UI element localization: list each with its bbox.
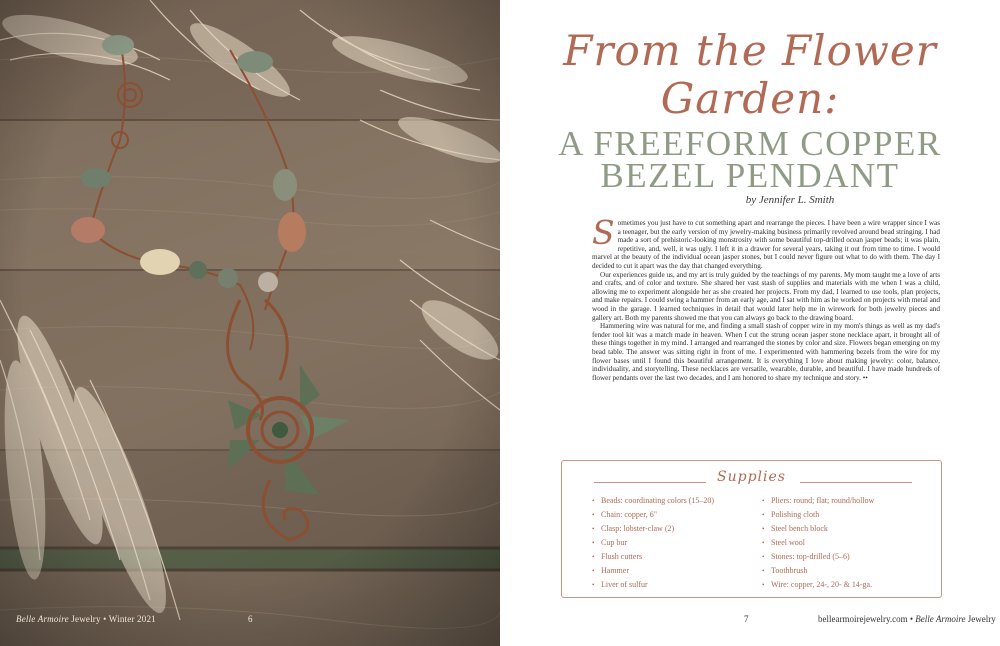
supply-item [762, 536, 937, 550]
drop-cap: S [592, 213, 615, 252]
supply-label: Clasp: lobster-claw (2) [601, 524, 675, 533]
bullet-icon: • [762, 539, 765, 547]
supply-item [762, 494, 937, 508]
supply-item [762, 508, 937, 522]
bullet-icon: • [762, 525, 765, 533]
bullet-icon: • [592, 567, 595, 575]
supply-label: Chain: copper, 6" [601, 510, 658, 519]
supplies-rule-right [800, 482, 912, 483]
left-footer [16, 614, 156, 624]
bullet-icon: • [592, 525, 595, 533]
supply-item [592, 508, 752, 522]
magazine-label: Jewelry [965, 614, 996, 624]
supply-label: Liver of sulfur [601, 580, 648, 589]
supply-item [592, 522, 752, 536]
website-url: bellearmoirejewelry.com [818, 614, 908, 624]
footer-separator: • [907, 614, 916, 624]
magazine-brand: Belle Armoire [915, 614, 966, 624]
supply-label: Cup bur [601, 538, 627, 547]
page-number-right: 7 [744, 614, 749, 624]
right-footer [818, 614, 996, 624]
footer-separator: • [100, 614, 109, 624]
supply-label: Polishing cloth [771, 510, 820, 519]
supplies-box [561, 460, 942, 598]
bullet-icon: • [592, 553, 595, 561]
paragraph-1 [592, 213, 940, 271]
bullet-icon: • [762, 497, 765, 505]
bullet-icon: • [762, 567, 765, 575]
title-script-line2: Garden: [660, 74, 840, 123]
supply-item [592, 494, 752, 508]
supply-label: Stones: top-drilled (5–6) [771, 552, 850, 561]
supply-item [762, 564, 937, 578]
supply-label: Beads: coordinating colors (15–20) [601, 496, 715, 505]
supply-item [762, 550, 937, 564]
article-page [500, 0, 1000, 646]
title-caps-line1: A FREEFORM COPPER [558, 124, 942, 163]
supply-label: Flush cutters [601, 552, 643, 561]
page-number-left: 6 [248, 614, 253, 624]
bullet-icon: • [762, 511, 765, 519]
bullet-icon: • [762, 581, 765, 589]
supply-label: Pliers: round; flat; round/hollow [771, 496, 875, 505]
supply-item [592, 564, 752, 578]
byline: by Jennifer L. Smith [745, 194, 835, 206]
supply-label: Steel bench block [771, 524, 828, 533]
paragraph-1-text: ometimes you just have to cut something apart and rearrange the pieces. I have been a wire wrapper since I was a teenager, but the early version of my jewelry-making business primarily revolved around bead stringing. I had made a sort of prehistoric-looking monstrosity with some beautiful top-drilled ocean jasper beads; it was plain, repetitive, and, well, it was ugly. I left it in a drawer for several years, taking it out from time to time. I would marvel at the beauty of the individual ocean jasper stones, but I could never figure out what to do with them. The day I decided to cut it apart was the day that changed everything. [592, 219, 940, 270]
supply-item [762, 578, 937, 592]
magazine-brand: Belle Armoire [16, 614, 69, 624]
supply-item [592, 536, 752, 550]
supply-label: Toothbrush [771, 566, 808, 575]
bullet-icon: • [762, 553, 765, 561]
title-caps-line2: BEZEL PENDANT [600, 156, 900, 195]
bullet-icon: • [592, 539, 595, 547]
supply-label: Steel wool [771, 538, 805, 547]
bullet-icon: • [592, 511, 595, 519]
title-script-line1: From the Flower [563, 26, 937, 75]
supply-label: Hammer [601, 566, 629, 575]
bullet-icon: • [592, 497, 595, 505]
issue-label: Winter 2021 [108, 614, 156, 624]
paragraph-3: Hammering wire was natural for me, and finding a small stash of copper wire in my mom's things as well as my dad's fender tool kit was a match made in heaven. When I cut the strung ocean jasper stone necklace apart, it brought all of these things together in my mind. I arranged and rearranged the stones by color and size. Flowers began emerging on my bead table. The answer was sitting right in front of me. I experimented with hammering bezels from the wire for my flower bases until I found this beautiful arrangement. It is everything I love about making jewelry: color, balance, individuality, and storytelling. These necklaces are versatile, wearable, durable, and beautiful. I have made hundreds of flower pendants over the last two decades, and I am honored to share my technique and story. •• [592, 322, 940, 382]
magazine-label: Jewelry [68, 614, 101, 624]
paragraph-2: Our experiences guide us, and my art is truly guided by the teachings of my parents. My mom taught me a love of arts and crafts, and of color and texture. She shared her vast stash of supplies and materials with me when I was a child, allowing me to experiment alongside her as she created her projects. From my dad, I learned to use tools, plan projects, and make repairs. I could swing a hammer from an early age, and I sat with him as he worked on projects with metal and wood in the garage. I learned techniques in detail that would later help me in wirework for both jewelry pieces and gallery art. Both my parents showed me that you can always go back to the drawing board. [592, 270, 940, 322]
supply-label: Wire: copper, 24-, 20- & 14-ga. [771, 580, 873, 589]
supplies-column-a [592, 494, 752, 592]
supplies-column-b [762, 494, 937, 592]
supply-item [592, 578, 752, 592]
supply-item [762, 522, 937, 536]
supply-item [592, 550, 752, 564]
article-body [592, 213, 940, 382]
bullet-icon: • [592, 581, 595, 589]
supplies-title: Supplies [717, 469, 786, 485]
